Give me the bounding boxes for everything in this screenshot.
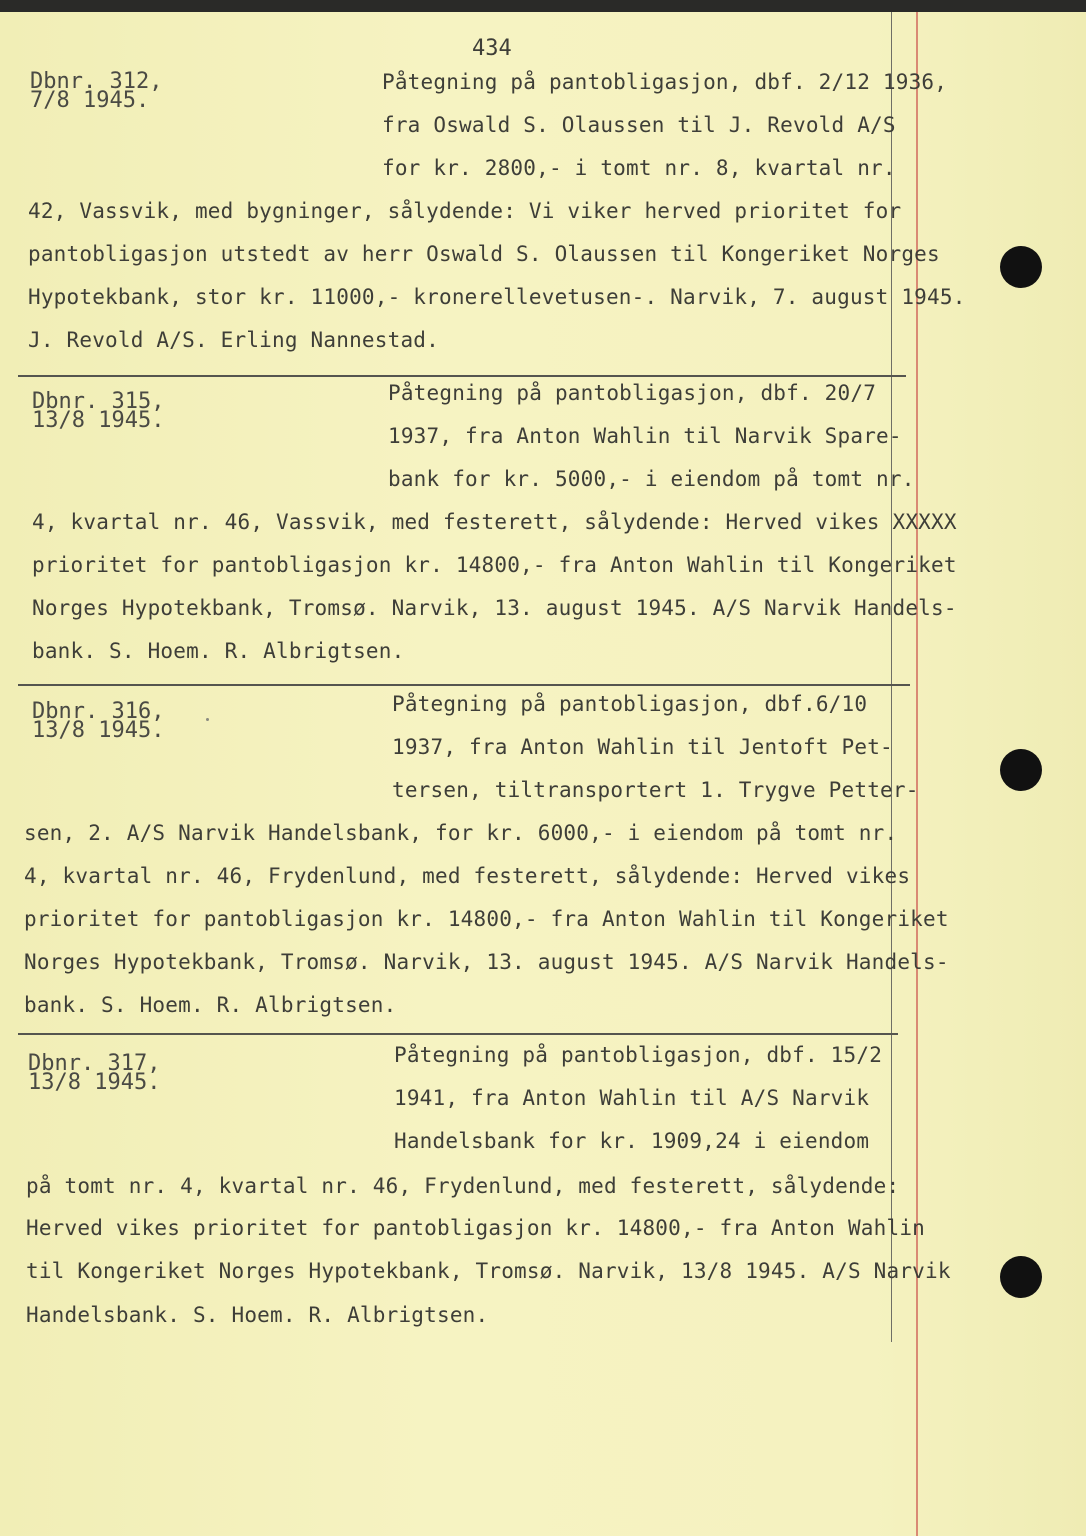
entry-reference: Dbnr. 312, 7/8 1945.	[30, 69, 163, 113]
entry-line: J. Revold A/S. Erling Nannestad.	[28, 328, 439, 352]
entry-line: Påtegning på pantobligasjon, dbf. 20/7	[388, 381, 877, 405]
entry-line: bank. S. Hoem. R. Albrigtsen.	[24, 993, 397, 1017]
entry-line: Påtegning på pantobligasjon, dbf.6/10	[392, 692, 868, 716]
entry-line: pantobligasjon utstedt av herr Oswald S. Olaussen til Kongeriket Norges	[28, 242, 940, 266]
entry-line: Norges Hypotekbank, Tromsø. Narvik, 13. august 1945. A/S Narvik Handels-	[32, 596, 957, 620]
entry-separator	[18, 1033, 898, 1035]
entry-line: prioritet for pantobligasjon kr. 14800,- fra Anton Wahlin til Kongeriket	[32, 553, 957, 577]
entry-line: prioritet for pantobligasjon kr. 14800,- fra Anton Wahlin til Kongeriket	[24, 907, 949, 931]
entry-line: fra Oswald S. Olaussen til J. Revold A/S	[382, 113, 896, 137]
entry-reference: Dbnr. 316, 13/8 1945.	[32, 699, 165, 743]
entry-line: 1937, fra Anton Wahlin til Jentoft Pet-	[392, 735, 893, 759]
entry-line: tersen, tiltransportert 1. Trygve Petter-	[392, 778, 919, 802]
entry-line: på tomt nr. 4, kvartal nr. 46, Frydenlund, med festerett, sålydende:	[26, 1174, 900, 1198]
entry-separator	[18, 684, 910, 686]
entry-line: sen, 2. A/S Narvik Handelsbank, for kr. 6000,- i eiendom på tomt nr.	[24, 821, 898, 845]
entry-reference: Dbnr. 315, 13/8 1945.	[32, 389, 165, 433]
entry-line: Påtegning på pantobligasjon, dbf. 2/12 1936,	[382, 70, 948, 94]
entry-line: 1937, fra Anton Wahlin til Narvik Spare-	[388, 424, 902, 448]
entry-line: Påtegning på pantobligasjon, dbf. 15/2	[394, 1043, 883, 1067]
entry-reference: Dbnr. 317, 13/8 1945.	[28, 1051, 161, 1095]
entry-line: Handelsbank for kr. 1909,24 i eiendom	[394, 1129, 870, 1153]
entry-line: 4, kvartal nr. 46, Vassvik, med festerett, sålydende: Herved vikes XXXXX	[32, 510, 957, 534]
entry-line: 42, Vassvik, med bygninger, sålydende: Vi viker herved prioritet for	[28, 199, 902, 223]
entry-line: Hypotekbank, stor kr. 11000,- kronerellevetusen-. Narvik, 7. august 1945.	[28, 285, 966, 309]
ink-speck	[206, 718, 209, 721]
red-margin-line	[916, 12, 918, 1536]
entry-line: 4, kvartal nr. 46, Frydenlund, med festerett, sålydende: Herved vikes	[24, 864, 911, 888]
entry-separator	[18, 375, 906, 377]
entry-line: Herved vikes prioritet for pantobligasjon kr. 14800,- fra Anton Wahlin	[26, 1216, 926, 1240]
entry-line: bank. S. Hoem. R. Albrigtsen.	[32, 639, 405, 663]
scan-top-edge	[0, 0, 1086, 12]
binder-hole	[1000, 1256, 1042, 1298]
entry-line: til Kongeriket Norges Hypotekbank, Tromsø. Narvik, 13/8 1945. A/S Narvik	[26, 1259, 951, 1283]
entry-line: bank for kr. 5000,- i eiendom på tomt nr.	[388, 467, 915, 491]
binder-hole	[1000, 749, 1042, 791]
page-number: 434	[472, 36, 512, 61]
binder-hole	[1000, 246, 1042, 288]
entry-line: Norges Hypotekbank, Tromsø. Narvik, 13. august 1945. A/S Narvik Handels-	[24, 950, 949, 974]
entry-line: 1941, fra Anton Wahlin til A/S Narvik	[394, 1086, 870, 1110]
entry-line: for kr. 2800,- i tomt nr. 8, kvartal nr.	[382, 156, 896, 180]
entry-line: Handelsbank. S. Hoem. R. Albrigtsen.	[26, 1303, 489, 1327]
